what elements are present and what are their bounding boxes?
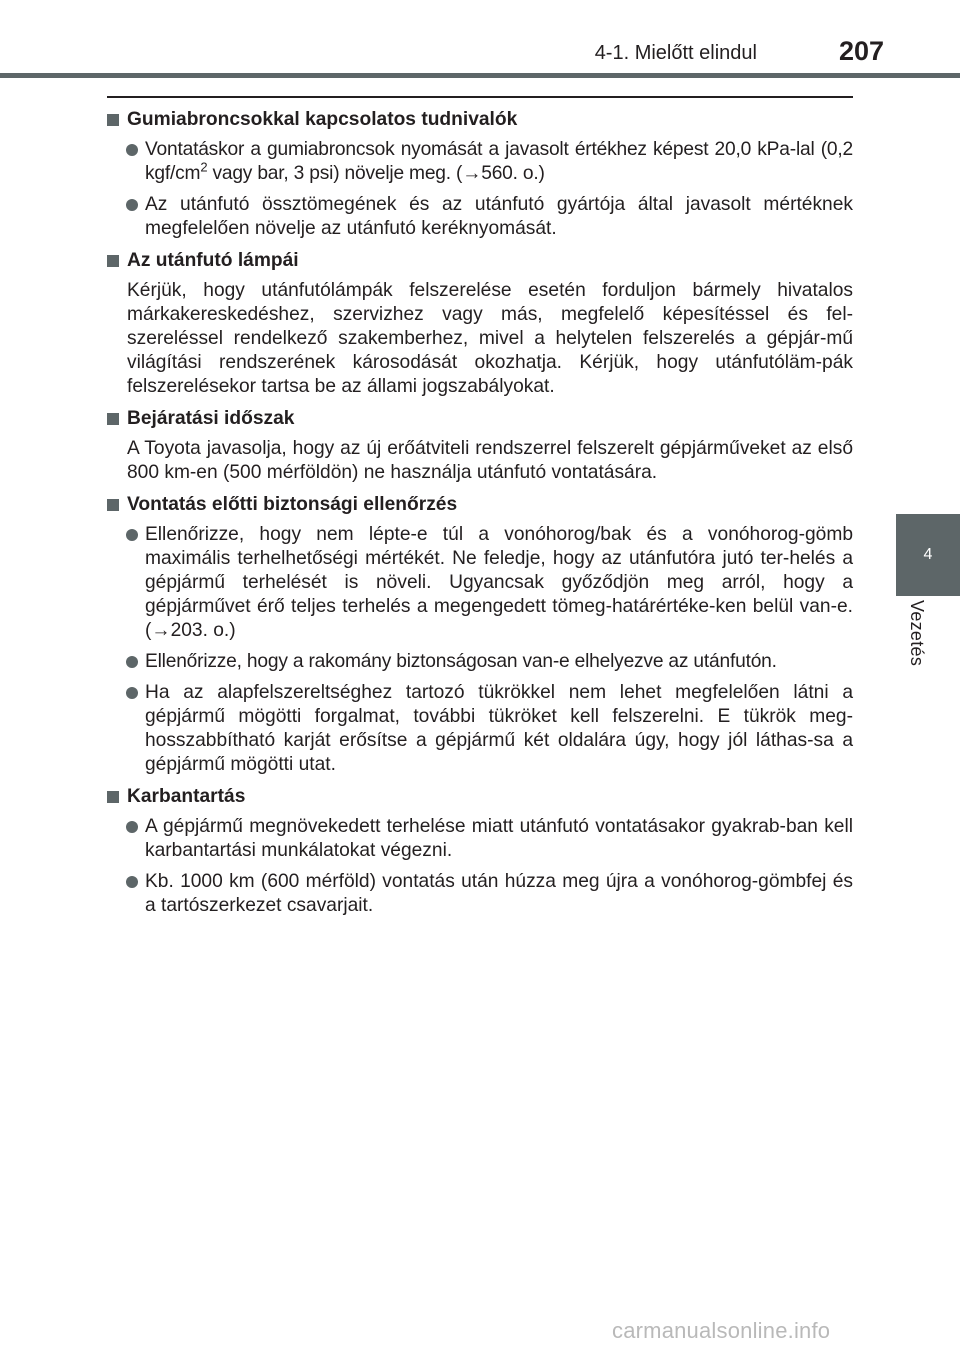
paragraph: Kérjük, hogy utánfutólámpák felszerelése esetén forduljon bármely hivatalos márkakereskedéshez, szervizhez vagy más, megfelelő képesítéssel és fel-szereléssel rendelkező szakemberhez, mivel a helytelen felszerelés a gépjár-mű világítási rendszerének károsodását okozhatja. Kérjük, hogy utánfutóläm-pák felszerelésekor tartsa be az állami jogszabályokat. [127, 280, 853, 397]
round-bullet-icon [126, 687, 138, 699]
section-title: 4-1. Mielőtt elindul [594, 42, 757, 64]
section-heading: Bejáratási időszak [107, 407, 853, 431]
round-bullet-icon [126, 876, 138, 888]
round-bullet-icon [126, 529, 138, 541]
square-bullet-icon [107, 791, 119, 803]
list-item: Kb. 1000 km (600 mérföld) vontatás után húzza meg újra a vonóhorog-gömbfej és a tartószerkezet csavarjait. [145, 870, 853, 918]
chapter-tab [896, 514, 960, 596]
section-heading: Az utánfutó lámpái [107, 249, 853, 273]
list-item: Vontatáskor a gumiabroncsok nyomását a javasolt értékhez képest 20,0 kPa-lal (0,2 kgf/$cm^2$ vagy bar, 3 psi) növelje meg. (→560. o.) [145, 138, 853, 186]
page-number: 207 [838, 36, 884, 66]
chapter-label-wrap [896, 600, 936, 680]
round-bullet-icon [126, 656, 138, 668]
round-bullet-icon [126, 144, 138, 156]
section-trailer-lights [107, 249, 853, 399]
square-bullet-icon [107, 499, 119, 511]
square-bullet-icon [107, 114, 119, 126]
paragraph: A Toyota javasolja, hogy az új erőátviteli rendszerrel felszerelt gépjárműveket az első 800 km-en (500 mérföldön) ne használja utánfutó vontatására. [127, 438, 853, 483]
section-heading: Vontatás előtti biztonsági ellenőrzés [107, 493, 853, 517]
round-bullet-icon [126, 821, 138, 833]
content-top-rule [107, 96, 853, 98]
chapter-label: Vezetés [907, 600, 927, 667]
square-bullet-icon [107, 255, 119, 267]
section-break-in [107, 407, 853, 485]
section-maintenance [107, 785, 853, 918]
section-heading: Gumiabroncsokkal kapcsolatos tudnivalók [107, 108, 853, 132]
list-item: Az utánfutó össztömegének és az utánfutó gyártója által javasolt mértéknek megfelelően növelje az utánfutó keréknyomását. [145, 193, 853, 241]
section-safety-check [107, 493, 853, 777]
watermark: carmanualsonline.info [612, 1318, 831, 1343]
list-item: A gépjármű megnövekedett terhelése miatt utánfutó vontatásakor gyakrab-ban kell karbantartási munkálatokat végezni. [145, 815, 853, 863]
list-item: Ellenőrizze, hogy nem lépte-e túl a vonóhorog/bak és a vonóhorog-gömb maximális terhelhetőségi mértékét. Ne feledje, hogy az utánfutóra jutó ter-helés a gépjármű terhelését is növeli. Ugyancsak győződjön meg arról, hogy a gépjárművet érő teljes terhelés a megengedett tömeg-határértéke-ken belül van-e. (→203. o.) [145, 523, 853, 643]
chapter-number: 4 [923, 546, 933, 563]
section-tire [107, 108, 853, 241]
list-item: Ha az alapfelszereltséghez tartozó tükrökkel nem lehet megfelelően látni a gépjármű mögötti forgalmat, további tükröket kell felszerelni. E tükrök meg-hosszabbítható karját erősítse a gépjármű két oldalára úgy, hogy jól láthas-sa a gépjármű mögötti utat. [145, 681, 853, 777]
page-content [107, 108, 853, 926]
round-bullet-icon [126, 199, 138, 211]
header-rule [0, 73, 960, 78]
square-bullet-icon [107, 413, 119, 425]
list-item: Ellenőrizze, hogy a rakomány biztonságosan van-e elhelyezve az utánfutón. [145, 650, 853, 674]
section-heading: Karbantartás [107, 785, 853, 809]
